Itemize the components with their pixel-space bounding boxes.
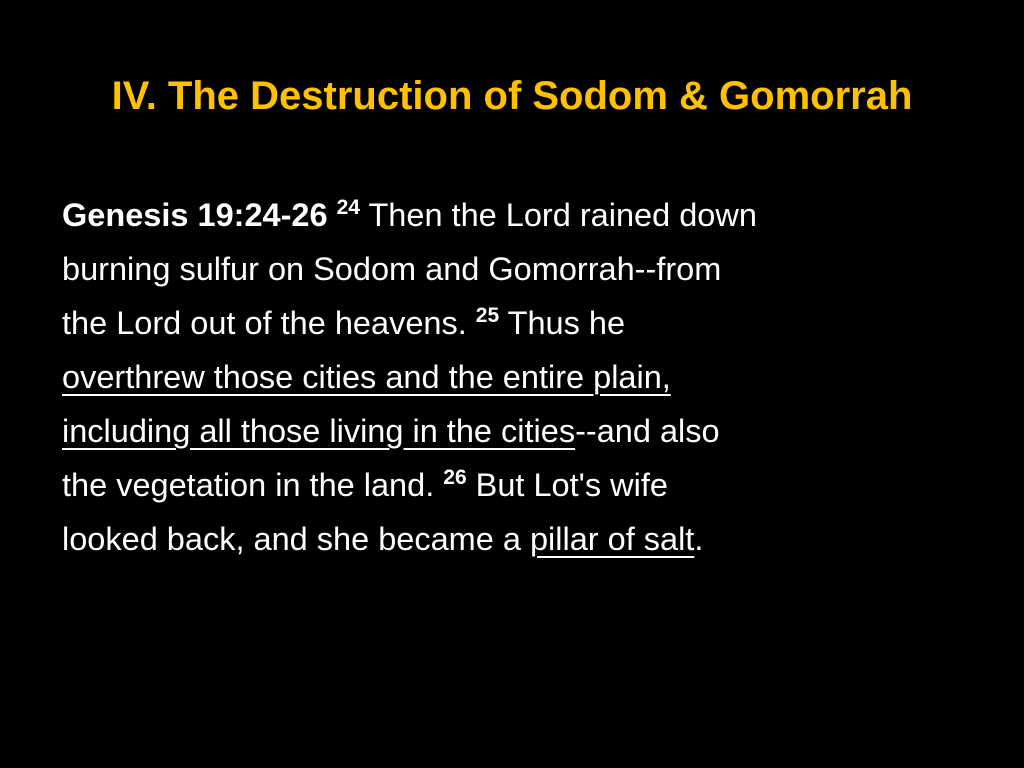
passage-line-5 bbox=[62, 404, 962, 458]
passage-line-7 bbox=[62, 512, 962, 566]
underlined-text: including all those living in the cities bbox=[62, 413, 576, 449]
passage-text: Then the Lord rained down bbox=[368, 197, 757, 233]
passage-text: burning sulfur on Sodom and Gomorrah--from bbox=[62, 251, 722, 287]
passage-text: But Lot's wife bbox=[475, 467, 668, 503]
passage-line-2 bbox=[62, 242, 962, 296]
verse-number-25: 25 bbox=[475, 304, 500, 328]
passage-text: --and also bbox=[575, 413, 720, 449]
passage-line-1 bbox=[62, 188, 962, 242]
verse-number-26: 26 bbox=[443, 466, 467, 490]
passage-text: Thus he bbox=[507, 305, 626, 341]
passage-line-6 bbox=[62, 458, 962, 512]
passage-text: . bbox=[694, 521, 704, 557]
slide-title: IV. The Destruction of Sodom & Gomorrah bbox=[111, 74, 913, 118]
passage-text: the vegetation in the land. bbox=[62, 467, 435, 503]
passage-text: looked back, and she became a bbox=[62, 521, 521, 557]
passage-text: the Lord out of the heavens. bbox=[62, 305, 467, 341]
verse-number-24: 24 bbox=[336, 196, 360, 220]
underlined-text: pillar of salt bbox=[529, 521, 695, 557]
underlined-text: overthrew those cities and the entire plain, bbox=[62, 359, 671, 395]
scripture-reference: Genesis 19:24-26 bbox=[62, 197, 328, 233]
scripture-passage bbox=[62, 188, 962, 566]
passage-line-4 bbox=[62, 350, 962, 404]
passage-line-3 bbox=[62, 296, 962, 350]
